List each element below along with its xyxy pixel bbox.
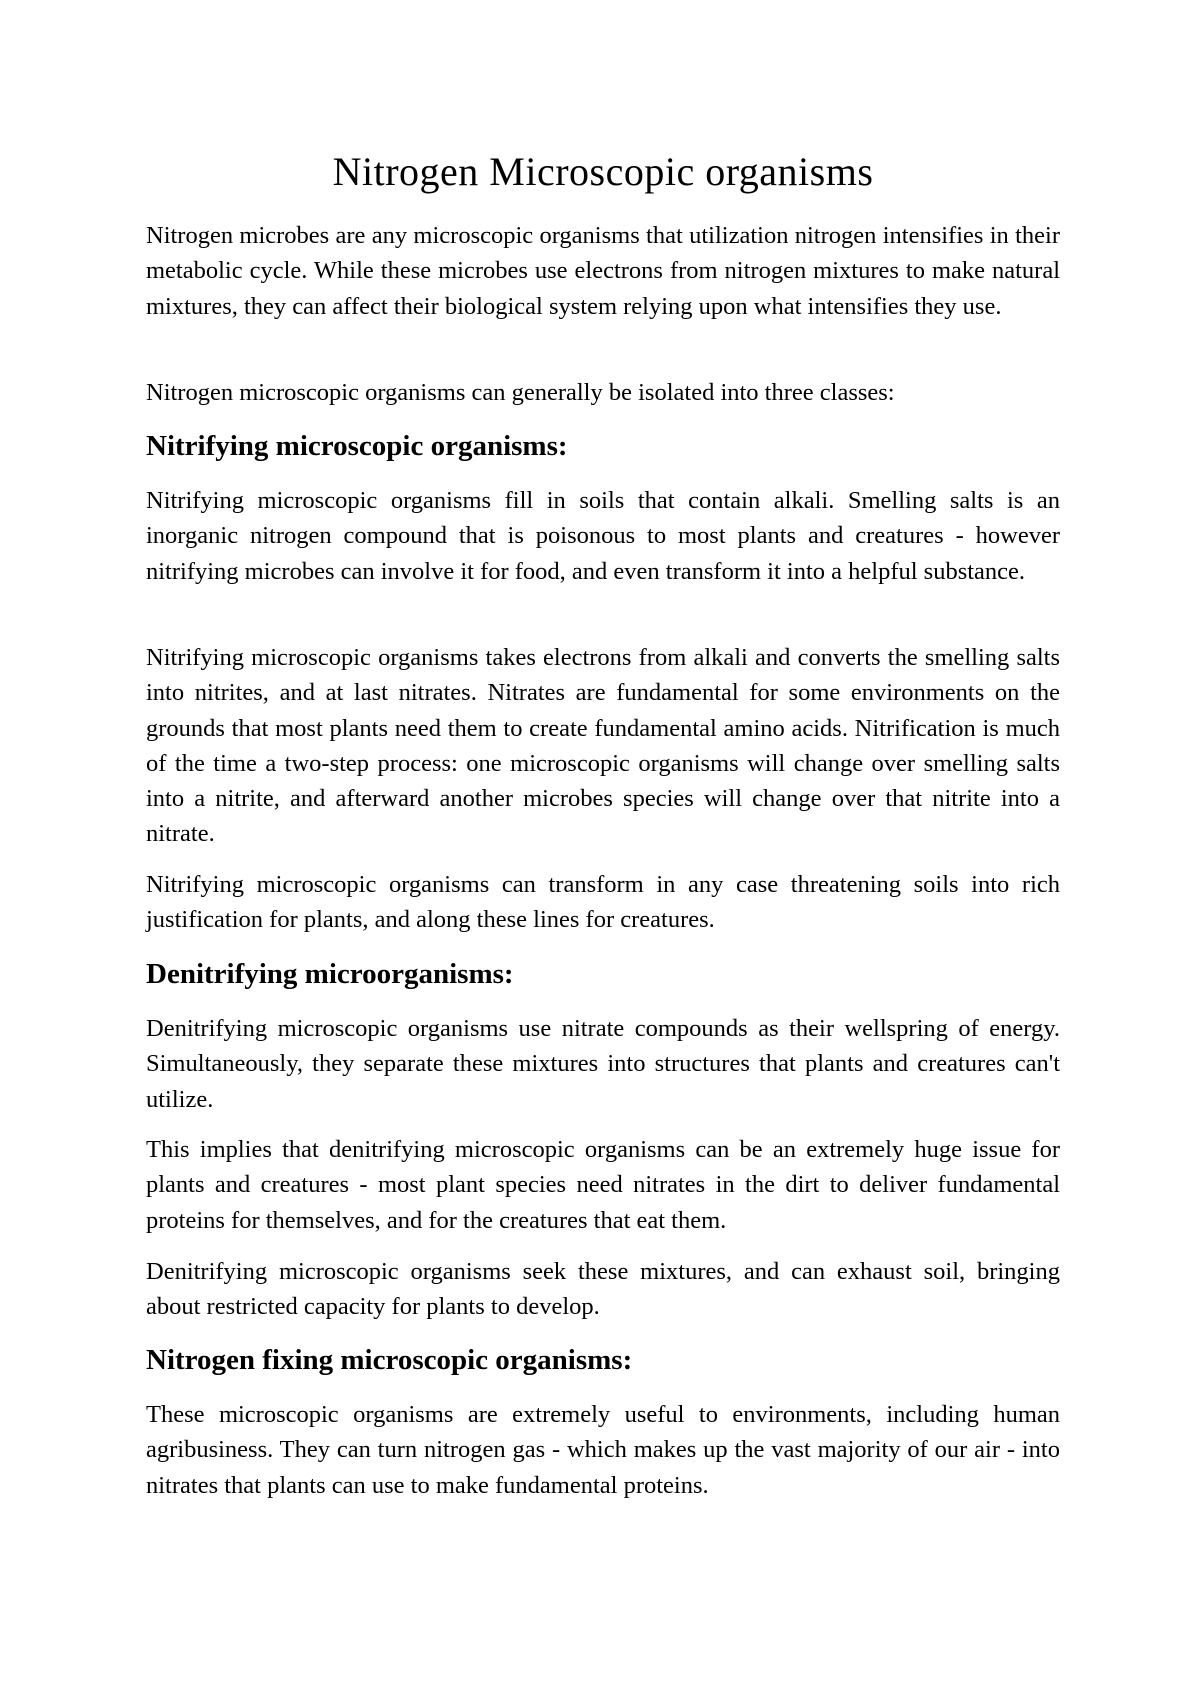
intro-paragraph-1: Nitrogen microbes are any microscopic organisms that utilization nitrogen intensifies in their metabolic cycle. While these microbes use electrons from nitrogen mixtures to make natural mixtures, they can affect their biological system relying upon what intensifies they use.: [146, 222, 1060, 320]
section-heading-denitrifying: Denitrifying microorganisms:: [146, 958, 514, 990]
nitrifying-paragraph-3: Nitrifying microscopic organisms can transform in any case threatening soils into rich justification for plants, and along these lines for creatures.: [146, 871, 1060, 934]
denitrifying-paragraph-1: Denitrifying microscopic organisms use nitrate compounds as their wellspring of energy. Simultaneously, they separate these mixtures into structures that plants and creatures can't utilize.: [146, 1015, 1060, 1113]
document-title: Nitrogen Microscopic organisms: [332, 149, 874, 194]
denitrifying-paragraph-3: Denitrifying microscopic organisms seek these mixtures, and can exhaust soil, bringing about restricted capacity for plants to develop.: [146, 1258, 1060, 1321]
intro-paragraph-2: Nitrogen microscopic organisms can generally be isolated into three classes:: [146, 379, 895, 406]
section-heading-nitrogen-fixing: Nitrogen fixing microscopic organisms:: [146, 1344, 633, 1376]
nitrogen-fixing-paragraph-1: These microscopic organisms are extremely useful to environments, including human agribusiness. They can turn nitrogen gas - which makes up the vast majority of our air - into nitrates that plants can use to make fundamental proteins.: [146, 1401, 1060, 1499]
nitrifying-paragraph-2: Nitrifying microscopic organisms takes electrons from alkali and converts the smelling salts into nitrites, and at last nitrates. Nitrates are fundamental for some environments on the grounds that most plants need them to create fundamental amino acids. Nitrification is much of the time a two-step process: one microscopic organisms will change over smelling salts into a nitrite, and afterward another microbes species will change over that nitrite into a nitrate.: [146, 644, 1060, 848]
denitrifying-paragraph-2: This implies that denitrifying microscopic organisms can be an extremely huge issue for plants and creatures - most plant species need nitrates in the dirt to deliver fundamental proteins for themselves, and for the creatures that eat them.: [146, 1136, 1060, 1234]
section-heading-nitrifying: Nitrifying microscopic organisms:: [146, 430, 568, 462]
nitrifying-paragraph-1: Nitrifying microscopic organisms fill in soils that contain alkali. Smelling salts is an inorganic nitrogen compound that is poisonous to most plants and creatures - however nitrifying microbes can involve it for food, and even transform it into a helpful substance.: [146, 487, 1060, 585]
